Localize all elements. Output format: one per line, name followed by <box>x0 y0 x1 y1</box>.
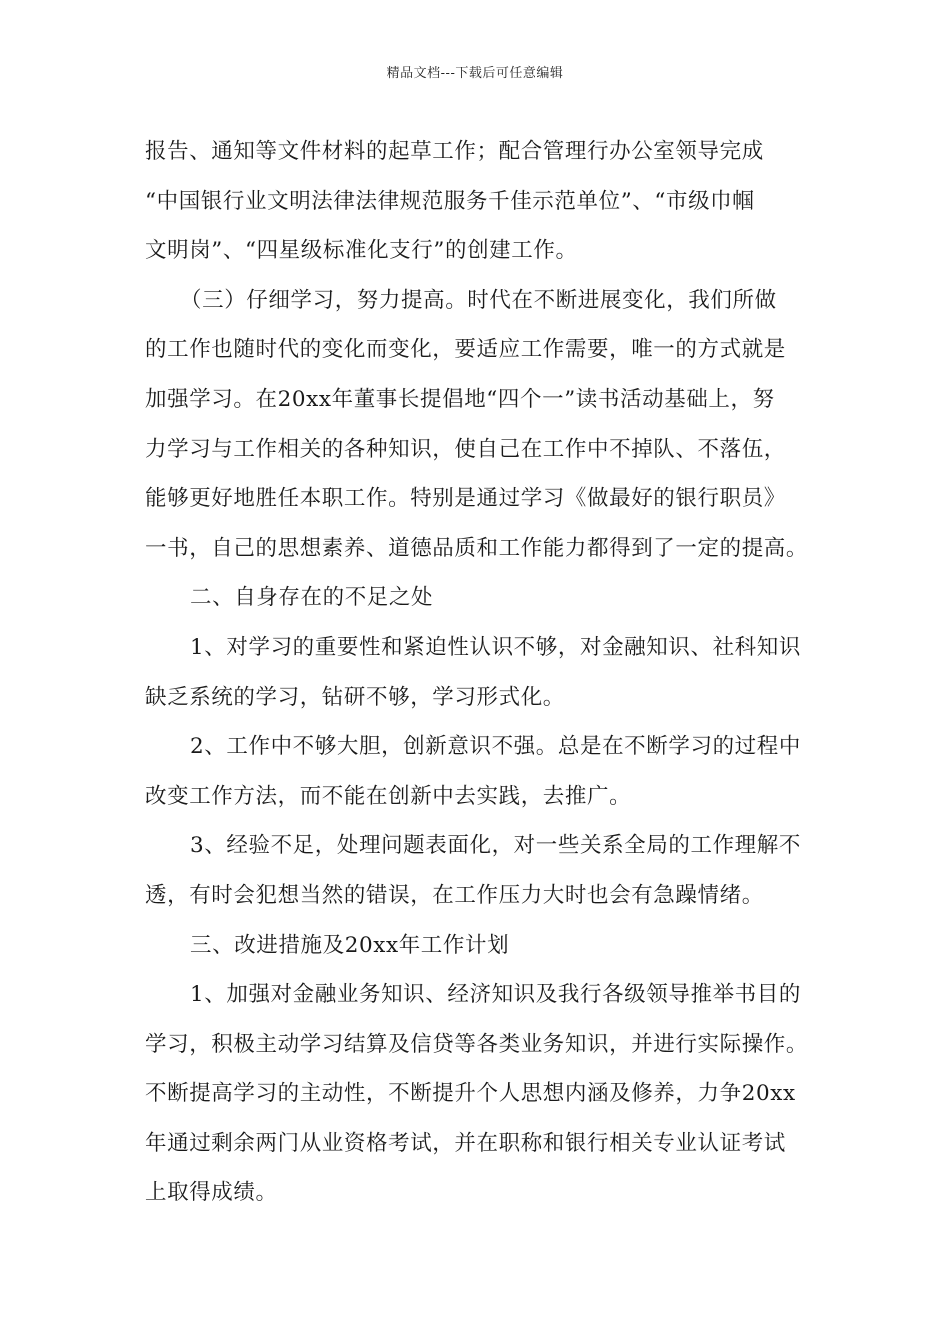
page-header: 精品文档---下载后可任意编辑 <box>386 66 564 81</box>
paragraph-line: 的工作也随时代的变化而变化，要适应工作需要，唯一的方式就是 <box>145 337 786 363</box>
paragraph-line: “中国银行业文明法律法律规范服务千佳示范单位”、“市级巾帼 <box>145 188 755 214</box>
paragraph-line: 加强学习。在20xx年董事长提倡地“四个一”读书活动基础上，努 <box>145 386 775 412</box>
paragraph-line: 不断提高学习的主动性，不断提升个人思想内涵及修养，力争20xx <box>145 1081 796 1107</box>
paragraph-line: 改变工作方法，而不能在创新中去实践，去推广。 <box>145 783 632 809</box>
section-heading-line: （三）仔细学习，努力提高。时代在不断进展变化，我们所做 <box>180 287 777 313</box>
paragraph-line: 文明岗”、“四星级标准化支行”的创建工作。 <box>145 238 578 264</box>
paragraph-line: 1、加强对金融业务知识、经济知识及我行各级领导推举书目的 <box>190 982 801 1008</box>
paragraph-line: 2、工作中不够大胆，创新意识不强。总是在不断学习的过程中 <box>190 734 801 760</box>
paragraph-line: 透，有时会犯想当然的错误，在工作压力大时也会有急躁情绪。 <box>145 882 764 908</box>
paragraph-line: 3、经验不足，处理问题表面化，对一些关系全局的工作理解不 <box>190 833 801 859</box>
paragraph-line: 能够更好地胜任本职工作。特别是通过学习《做最好的银行职员》 <box>145 486 786 512</box>
paragraph-line: 力学习与工作相关的各种知识，使自己在工作中不掉队、不落伍， <box>145 436 786 462</box>
paragraph-line: 1、对学习的重要性和紧迫性认识不够，对金融知识、社科知识 <box>190 634 801 660</box>
document-body <box>145 127 815 1218</box>
paragraph-line: 学习，积极主动学习结算及信贷等各类业务知识，并进行实际操作。 <box>145 1031 809 1057</box>
paragraph-line: 缺乏系统的学习，钻研不够，学习形式化。 <box>145 684 565 710</box>
paragraph-line: 上取得成绩。 <box>145 1180 278 1206</box>
paragraph-line: 年通过剩余两门从业资格考试，并在职称和银行相关专业认证考试 <box>145 1130 786 1156</box>
section-heading: 二、自身存在的不足之处 <box>190 585 434 611</box>
paragraph-line: 一书，自己的思想素养、道德品质和工作能力都得到了一定的提高。 <box>145 535 809 561</box>
section-heading: 三、改进措施及20xx年工作计划 <box>190 932 510 958</box>
paragraph-line: 报告、通知等文件材料的起草工作；配合管理行办公室领导完成 <box>145 139 764 164</box>
